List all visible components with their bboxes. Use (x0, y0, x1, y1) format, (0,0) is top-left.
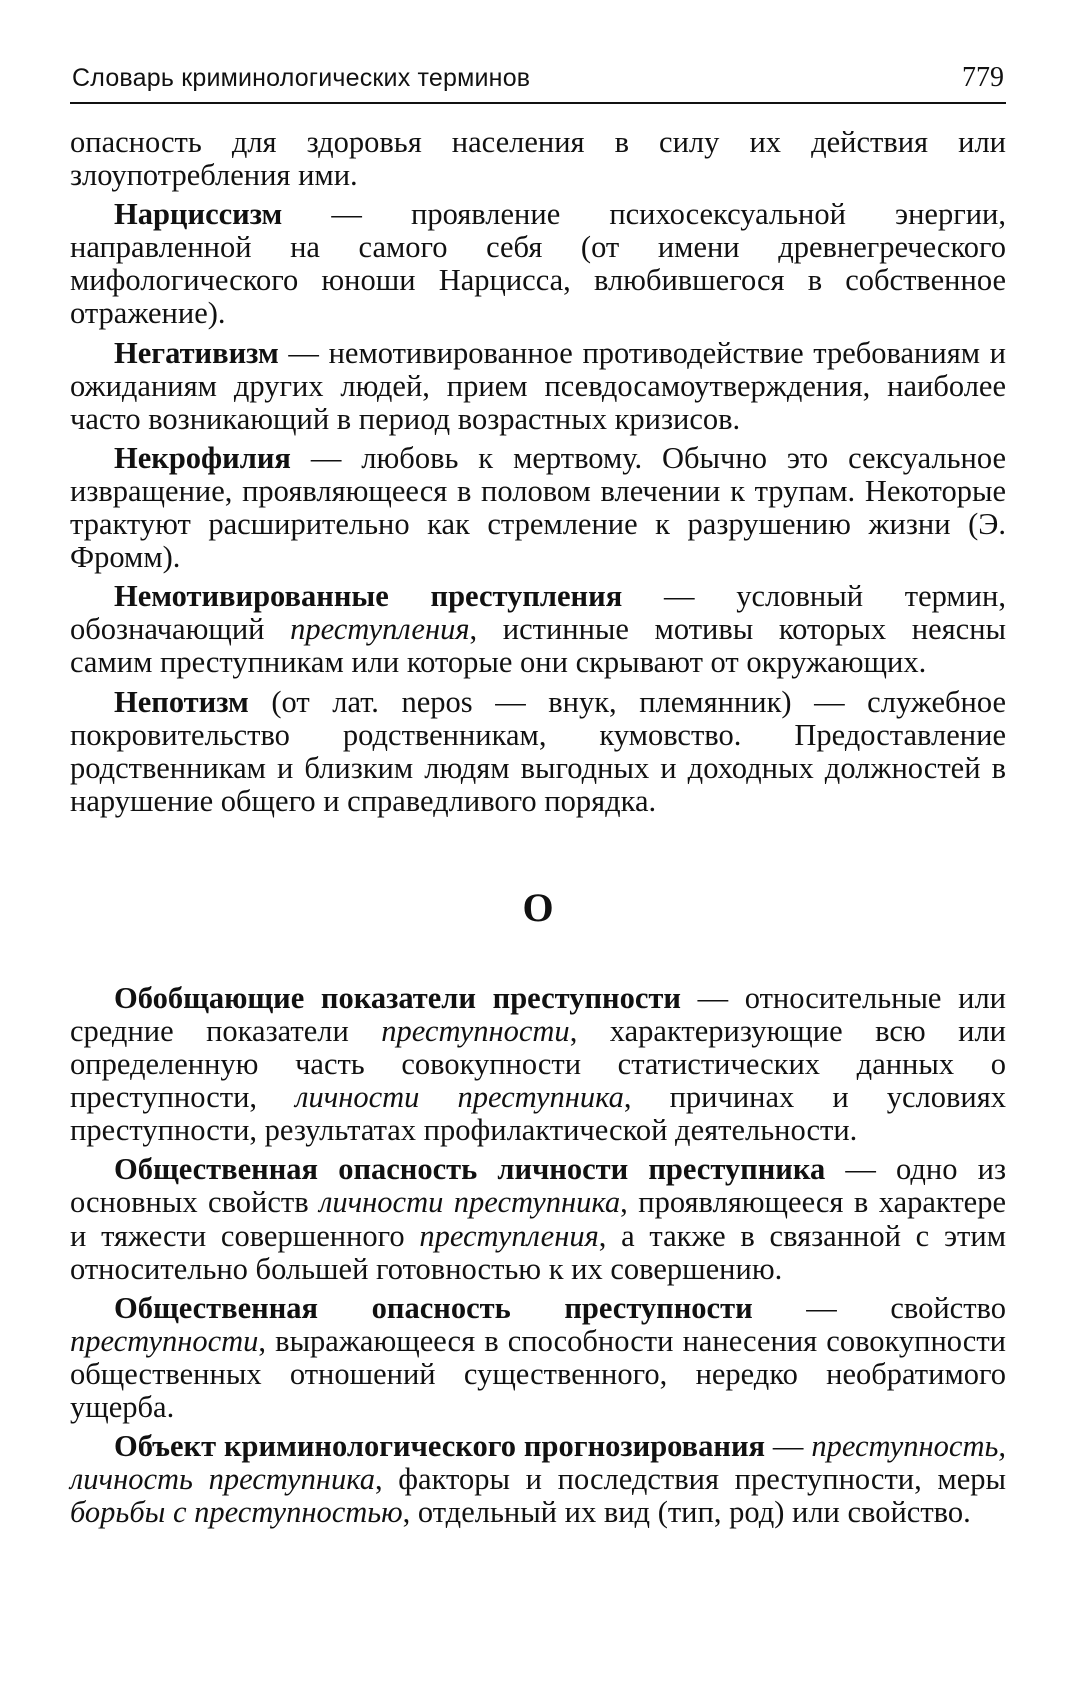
cross-reference: преступления (290, 612, 470, 647)
entry-term: Некрофилия (114, 440, 291, 475)
entry-social-danger-offender (70, 1153, 1006, 1285)
running-header (70, 58, 1006, 104)
entry-term: Негативизм (114, 335, 279, 370)
entry-definition: — проявление психосексуальной энергии, направленной на самого себя (от имени древнегреческого мифологического юноши Нарцисса, влюбившегося в собственное отражение). (70, 197, 1006, 331)
entry-definition: — немотивированное противодействие требованиям и ожиданиям других людей, прием псевдосамоутверждения, наиболее часто возникающий в период возрастных кризисов. (70, 335, 1006, 436)
page-number: 779 (962, 62, 1004, 93)
section-letter: О (522, 884, 554, 930)
entry-term: Общественная опасность личности преступника (114, 1152, 826, 1187)
entry-definition: — (765, 1429, 812, 1464)
entry-aggregate-crime-indicators (70, 982, 1006, 1147)
entry-social-danger-crime (70, 1292, 1006, 1424)
cross-reference: борьбы с преступностью (70, 1495, 403, 1530)
entry-definition: — одно из основных свойств (70, 1152, 1006, 1220)
entry-term: Нарциссизм (114, 197, 283, 232)
cross-reference: преступность, личность преступника (70, 1429, 1006, 1497)
entry-definition: , истинные мотивы которых неясны самим преступникам или которые они скрывают от окружающих. (70, 612, 1007, 680)
entry-definition: , выражающееся в способности нанесения совокупности общественных отношений существенного, нередко необратимого ущерба. (70, 1323, 1006, 1424)
entry-definition: , а также в связанной с этим относительно большей готовностью к их совершению. (70, 1218, 1006, 1286)
cross-reference: преступления (419, 1218, 599, 1253)
entry-unmotivated-crimes (70, 580, 1006, 679)
cross-reference: личности преступника (319, 1185, 621, 1220)
entry-definition: — любовь к мертвому. Обычно это сексуальное извращение, проявляющееся в половом влечении к трупам. Некоторые трактуют расширительно как стремление к разрушению жизни (Э. Фромм). (70, 440, 1006, 575)
entry-definition: , причинах и условиях преступности, результатах профилактической деятельности. (70, 1080, 1006, 1148)
entry-definition: — свойство (752, 1290, 1006, 1325)
entry-term: Немотивированные преступления (114, 579, 623, 614)
cross-reference: личности преступника (295, 1080, 624, 1115)
running-title: Словарь криминологических терминов (72, 64, 531, 92)
entry-term: Непотизм (114, 684, 249, 719)
entry-definition: — относительные или средние показатели (70, 980, 1006, 1048)
entry-definition: , проявляющееся в характере и тяжести совершенного (70, 1185, 1006, 1253)
entry-definition: , отдельный их вид (тип, род) или свойство. (402, 1495, 971, 1530)
entry-definition: , характеризующие всю или определенную часть совокупности статистических данных о преступности, (70, 1013, 1006, 1115)
entry-negativism (70, 337, 1006, 436)
entry-definition: , факторы и последствия преступности, меры (374, 1462, 1006, 1497)
entry-nepotism (70, 686, 1006, 818)
entry-narcissism (70, 198, 1006, 330)
entry-definition: (от лат. nepos — внук, племянник) — служебное покровительство родственникам, кумовство. Предоставление родственникам и близким людям выгодных и доходных должностей в нарушение общего и справедливого порядка. (70, 684, 1006, 818)
entry-necrophilia (70, 442, 1006, 574)
entry-definition: — условный термин, обозначающий (70, 579, 1006, 647)
continuation-paragraph (70, 126, 1006, 192)
entry-term: Обобщающие показатели преступности (114, 980, 681, 1015)
cross-reference: преступности (381, 1013, 570, 1048)
page-body (70, 126, 1006, 1535)
entry-term: Объект криминологического прогнозирования (114, 1429, 766, 1464)
continuation-text: опасность для здоровья населения в силу их действия или злоупотребления ими. (70, 125, 1006, 193)
entry-term: Общественная опасность преступности (114, 1290, 753, 1325)
entry-forecasting-object (70, 1430, 1006, 1529)
cross-reference: преступности (70, 1323, 259, 1358)
